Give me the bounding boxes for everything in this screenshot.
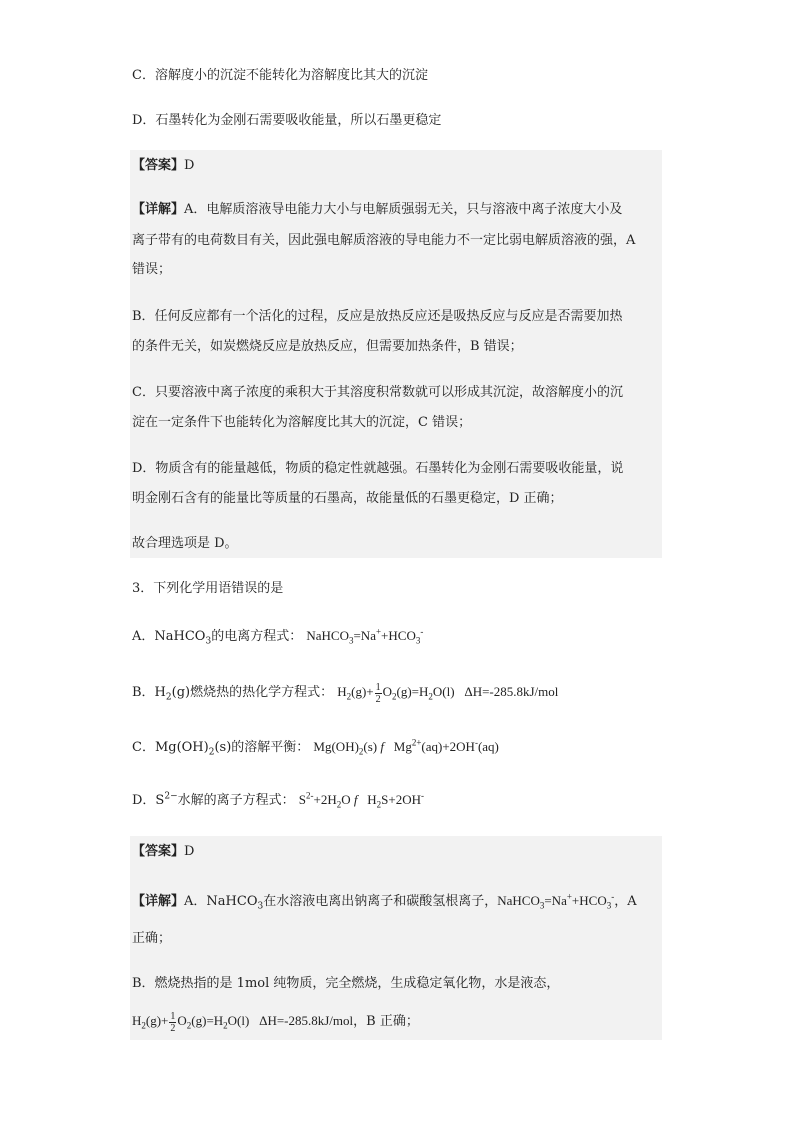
- q2-explain-a-line1: [132, 201, 622, 219]
- explain-label: 【详解】: [132, 202, 185, 217]
- enthalpy-value: ΔH=-285.8kJ/mol: [259, 1013, 354, 1028]
- formula-d: $S^{2-}+2H_2O$ f $H_2S+2OH^-$: [298, 790, 424, 810]
- explain-text: A．电解质溶液导电能力大小与电解质强弱无关，只与溶液中离子浓度大小及: [184, 202, 623, 217]
- enthalpy-value: ΔH=-285.8kJ/mol: [464, 684, 559, 699]
- q3-option-c: C．$Mg(OH)_2(s)$的溶解平衡： $Mg(OH)_2(s)$ f $Mg^{2+}(aq)+2OH^-(aq)$: [132, 737, 499, 758]
- option-a-prefix: A．NaHCO: [132, 629, 206, 644]
- q2-explain-c-line2: 淀在一定条件下也能转化为溶解度比其大的沉淀，C 错误；: [132, 415, 472, 430]
- q2-explain-a-line2: 离子带有的电荷数目有关，因此强电解质溶液的导电能力不一定比弱电解质溶液的强，A: [132, 233, 636, 248]
- q2-option-c: C．溶解度小的沉淀不能转化为溶解度比其大的沉淀: [132, 68, 428, 83]
- formula-b: $H_2(g)+$ $\frac{1}{2}$ $O_2(g)=H_2O(l)$ ΔH=-285.8kJ/mol: [337, 681, 559, 705]
- q2-explain-d-line2: 明金刚石含有的能量比等质量的石墨高，故能量低的石墨更稳定，D 正确；: [132, 491, 563, 506]
- explain-a-pre: A．NaHCO: [184, 894, 258, 909]
- q2-answer: [132, 157, 194, 175]
- q2-option-d: D．石墨转化为金刚石需要吸收能量，所以石墨更稳定: [132, 113, 442, 128]
- q3-stem: 3．下列化学用语错误的是: [132, 581, 284, 596]
- option-c-prefix: C．Mg(OH): [132, 740, 209, 755]
- q3-answer: [132, 843, 194, 861]
- answer-value: D: [184, 844, 195, 859]
- explain-a-mid: 在水溶液电离出钠离子和碳酸氢根离子，: [263, 894, 498, 909]
- q2-conclusion: 故合理选项是 D。: [132, 536, 238, 551]
- q2-explain-d-line1: D．物质含有的能量越低，物质的稳定性就越强。石墨转化为金刚石需要吸收能量，说: [132, 461, 624, 476]
- q3-option-a: A．NaHCO$_3$的电离方程式： $NaHCO_3=Na^++HCO_3^-$: [132, 626, 424, 647]
- fraction-one-half: $\frac{1}{2}$: [170, 1010, 176, 1034]
- answer-label: 【答案】: [132, 844, 185, 859]
- explain-a-end: ，A: [614, 894, 637, 909]
- explain-label: 【详解】: [132, 894, 185, 909]
- q3-explain-b-line2: [132, 1007, 419, 1036]
- formula-nahco3: $NaHCO_3=Na^++HCO_3^-$: [497, 891, 615, 911]
- formula-a-head: NaHCO: [306, 628, 349, 643]
- q2-explain-a-line3: 错误；: [132, 262, 172, 277]
- q3-option-b: B．$H_2(g)$燃烧热的热化学方程式： $H_2(g)+$ $\frac{1}{2}$ $O_2(g)=H_2O(l)$ ΔH=-285.8kJ/mol: [132, 681, 559, 705]
- option-b-mid: (g)燃烧热的热化学方程式：: [171, 685, 334, 700]
- answer-label: 【答案】: [132, 158, 185, 173]
- option-b-prefix: B．H: [132, 685, 166, 700]
- q2-explain-c-line1: C．只要溶液中离子浓度的乘积大于其溶度积常数就可以形成其沉淀，故溶解度小的沉: [132, 385, 623, 400]
- option-d-mid: 水解的离子方程式：: [177, 793, 295, 808]
- explain-b-end: ，B 正确；: [353, 1014, 419, 1029]
- q2-explain-b-line2: 的条件无关，如炭燃烧反应是放热反应，但需要加热条件，B 错误；: [132, 339, 523, 354]
- q3-explain-b-line1: B．燃烧热指的是 1mol 纯物质，完全燃烧，生成稳定氧化物，水是液态，: [132, 976, 560, 991]
- q3-explain-a-line2: 正确；: [132, 931, 172, 946]
- formula-b-repeat: $H_2(g)+$ $\frac{1}{2}$ $O_2(g)=H_2O(l)$ ΔH=-285.8kJ/mol: [132, 1010, 354, 1034]
- q3-explain-a-line1: 【详解】A．NaHCO$_3$在水溶液电离出钠离子和碳酸氢根离子，$NaHCO_3=Na^++HCO_3^-$，A: [132, 891, 637, 912]
- formula-c: $Mg(OH)_2(s)$ f $Mg^{2+}(aq)+2OH^-(aq)$: [313, 737, 499, 757]
- formula-a: $NaHCO_3=Na^++HCO_3^-$: [306, 626, 424, 646]
- option-c-mid: (s)的溶解平衡：: [214, 740, 310, 755]
- fraction-one-half: $\frac{1}{2}$: [375, 681, 381, 705]
- q2-explain-b-line1: B．任何反应都有一个活化的过程，反应是放热反应还是吸热反应与反应是否需要加热: [132, 309, 623, 324]
- option-d-prefix: D．S: [132, 793, 165, 808]
- q3-option-d: D．$S^{2-}$水解的离子方程式： $S^{2-}+2H_2O$ f $H_2S+2OH^-$: [132, 790, 424, 810]
- option-a-mid: 的电离方程式：: [211, 629, 303, 644]
- answer-value: D: [184, 158, 195, 173]
